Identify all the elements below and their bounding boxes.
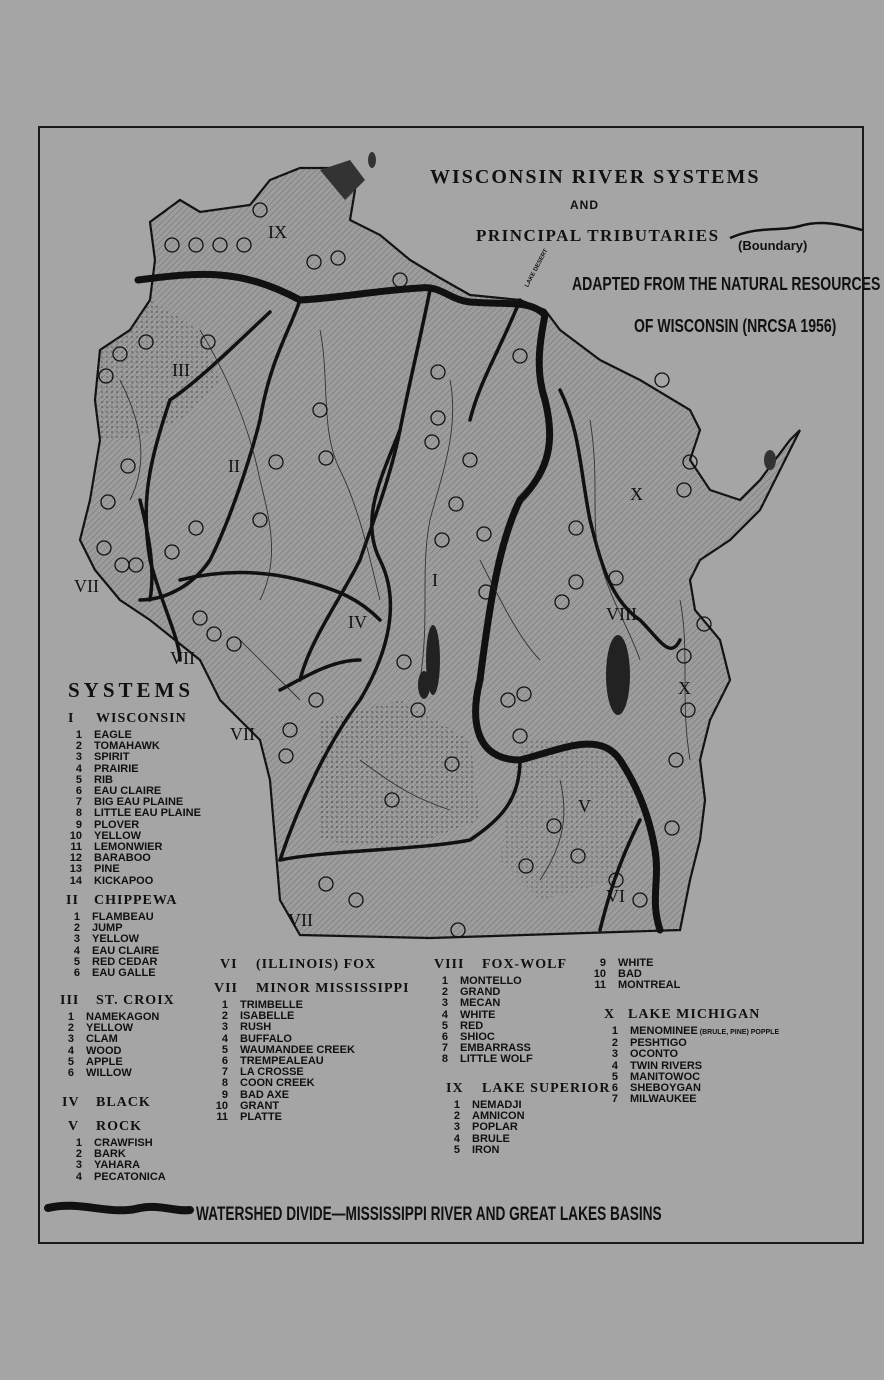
- tributary-item: 1 TRIMBELLE: [221, 999, 303, 1011]
- tributary-item: 5 RED: [441, 1019, 484, 1032]
- map-numeral-vii-c: VII: [230, 724, 255, 744]
- tributary-item: 5 APPLE: [67, 1055, 123, 1068]
- tributary-item: 4 PRAIRIE: [75, 762, 139, 775]
- tributary-item: 6 WILLOW: [67, 1067, 132, 1080]
- tributary-item: 8 COON CREEK: [221, 1077, 315, 1090]
- tributary-item: 4 WOOD: [67, 1044, 122, 1057]
- tributary-item: 5 IRON: [453, 1143, 500, 1156]
- tributary-item: 3 POPLAR: [453, 1121, 518, 1134]
- system-ix-lake-superior: IX LAKE SUPERIOR 1 NEMADJI 2 AMNICON 3 POPLAR 4 BRULE 5 IRON: [446, 1081, 611, 1156]
- tributary-item: 6 SHEBOYGAN: [611, 1082, 701, 1095]
- tributary-item: 6 EAU GALLE: [73, 967, 156, 980]
- boundary-legend-label: (Boundary): [738, 238, 808, 253]
- tributary-item: 2 TOMAHAWK: [75, 740, 160, 753]
- system-vii-minor-mississippi: VII MINOR MISSISSIPPI 1 TRIMBELLE 2 ISABELLE 3 RUSH 4 BUFFALO 5 WAUMANDEE CREEK 6 TREMPEALEAU 7 LA CROSSE 8 COON CREEK 9 BAD AXE 10 GRANT 11 PLATTE: [214, 981, 410, 1124]
- tributary-item: 10 YELLOW: [69, 829, 142, 842]
- tributary-item: 1 MONTELLO: [441, 975, 522, 987]
- system-viii-fox-wolf: VIII FOX-WOLF 1 MONTELLO 2 GRAND 3 MECAN 4 WHITE 5 RED 6 SHIOC 7 EMBARRASS 8 LITTLE WOLF: [434, 957, 567, 1066]
- watershed-divide-legend: WATERSHED DIVIDE—MISSISSIPPI RIVER AND GREAT LAKES BASINS: [196, 1204, 662, 1225]
- tributary-item: 1 EAGLE: [75, 729, 132, 741]
- tributary-item: 1 NAMEKAGON: [67, 1011, 160, 1023]
- map-numeral-x-a: X: [630, 484, 643, 504]
- map-numeral-vi: VI: [606, 886, 625, 906]
- tributary-item: 14 KICKAPOO: [69, 874, 154, 887]
- tributary-item: 8 LITTLE EAU PLAINE: [75, 807, 201, 820]
- tributary-item: 4 TWIN RIVERS: [611, 1059, 703, 1072]
- system-iv-black: IV BLACK: [62, 1095, 151, 1110]
- tributary-item: 3 SPIRIT: [75, 751, 130, 764]
- system-ii-chippewa: II CHIPPEWA 1 FLAMBEAU 2 JUMP 3 YELLOW 4 EAU CLAIRE 5 RED CEDAR 6 EAU GALLE: [66, 893, 178, 980]
- map-numeral-viii: VIII: [606, 604, 637, 624]
- tributary-item: 1 NEMADJI: [453, 1099, 522, 1111]
- tributary-item: 2 BARK: [75, 1148, 126, 1161]
- tributary-item: 6 TREMPEALEAU: [221, 1055, 324, 1068]
- tributary-item: 9 PLOVER: [75, 818, 140, 831]
- tributary-item: 4 WHITE: [441, 1008, 496, 1021]
- tributary-item: 3 YELLOW: [73, 933, 140, 946]
- tributary-item: 11 PLATTE: [216, 1111, 282, 1124]
- tributary-item: 7 LA CROSSE: [221, 1066, 304, 1079]
- lake-winnebago: [606, 635, 630, 715]
- tributary-item: 9 BAD AXE: [221, 1088, 290, 1101]
- map-numeral-x-b: X: [678, 678, 691, 698]
- tributary-item: 11 LEMONWIER: [70, 841, 163, 854]
- tributary-item: 2 AMNICON: [453, 1110, 525, 1123]
- map-subtitle: PRINCIPAL TRIBUTARIES: [476, 226, 720, 245]
- map-numeral-ix: IX: [268, 222, 287, 242]
- tributary-item: 5 MANITOWOC: [611, 1070, 701, 1083]
- tributary-item: 2 PESHTIGO: [611, 1037, 687, 1050]
- place-label-lake-desert: LAKE DESERT: [524, 248, 550, 289]
- tributary-item: 7 MILWAUKEE: [611, 1093, 697, 1106]
- systems-heading: SYSTEMS: [68, 678, 195, 702]
- tributary-item: 5 RED CEDAR: [73, 955, 158, 968]
- tributary-item: 2 GRAND: [441, 986, 501, 999]
- tributary-item: 12 BARABOO: [69, 852, 151, 865]
- tributary-item: 1 CRAWFISH: [75, 1137, 153, 1149]
- tributary-item: 4 BUFFALO: [221, 1032, 292, 1045]
- map-numeral-iv: IV: [348, 612, 367, 632]
- map-numeral-vii-b: VII: [170, 648, 195, 668]
- tributary-item: 1 MENOMINEE (BRULE, PINE) POPPLE: [611, 1025, 780, 1037]
- system-vi-illinois-fox: VI (ILLINOIS) FOX: [220, 957, 377, 972]
- tributary-item: 3 RUSH: [221, 1021, 272, 1034]
- source-note-line1: ADAPTED FROM THE NATURAL RESOURCES: [572, 274, 881, 294]
- system-i-wisconsin: I WISCONSIN 1 EAGLE 2 TOMAHAWK 3 SPIRIT 4 PRAIRIE 5 RIB 6 EAU CLAIRE 7 BIG EAU PLAINE 8 LITTLE EAU PLAINE 9 PLOVER 10 YELLOW 11 LEMONWIER 12 BARABOO 13 PINE 14 KICKAPOO: [68, 711, 201, 887]
- tributary-item: 3 YAHARA: [75, 1159, 141, 1172]
- tributary-item: 6 SHIOC: [441, 1031, 495, 1044]
- tributary-item: 1 FLAMBEAU: [73, 911, 154, 923]
- tributary-item: 3 CLAM: [67, 1033, 118, 1046]
- system-viii-fox-wolf-continued: [592, 958, 680, 992]
- tributary-item: 7 BIG EAU PLAINE: [75, 796, 184, 809]
- tributary-item: 7 EMBARRASS: [441, 1042, 531, 1055]
- map-numeral-iii: III: [172, 360, 190, 380]
- system-v-rock: V ROCK 1 CRAWFISH 2 BARK 3 YAHARA 4 PECATONICA: [68, 1119, 166, 1183]
- tributary-item: 11 MONTREAL: [594, 979, 681, 992]
- system-x-lake-michigan: X LAKE MICHIGAN 1 MENOMINEE (BRULE, PINE) POPPLE 2 PESHTIGO 3 OCONTO 4 TWIN RIVERS 5 MANITOWOC 6 SHEBOYGAN 7 MILWAUKEE: [604, 1007, 780, 1106]
- tributary-item: 4 PECATONICA: [75, 1170, 166, 1183]
- tributary-item: 10 GRANT: [215, 1099, 280, 1112]
- tributary-item: 5 WAUMANDEE CREEK: [221, 1043, 355, 1056]
- tributary-item: 4 EAU CLAIRE: [73, 944, 160, 957]
- tributary-item: 13 PINE: [69, 863, 120, 876]
- map-numeral-ii: II: [228, 456, 240, 476]
- map-numeral-v: V: [578, 796, 591, 816]
- map-numeral-vii-d: VII: [288, 910, 313, 930]
- tributary-item: 3 OCONTO: [611, 1048, 679, 1061]
- map-title-and: AND: [570, 198, 599, 212]
- tributary-item: 9 WHITE: [599, 957, 654, 969]
- map-title: WISCONSIN RIVER SYSTEMS: [430, 166, 761, 188]
- tributary-item: 10 BAD: [593, 968, 642, 981]
- tributary-item: 5 RIB: [75, 773, 113, 786]
- tributary-item: 8 LITTLE WOLF: [441, 1053, 533, 1066]
- source-note-line2: OF WISCONSIN (NRCSA 1956): [634, 316, 837, 336]
- map-numeral-vii-a: VII: [74, 576, 99, 596]
- tributary-item: 2 JUMP: [73, 922, 123, 935]
- tributary-item: 6 EAU CLAIRE: [75, 785, 162, 798]
- tributary-item: 2 ISABELLE: [221, 1010, 295, 1023]
- tributary-item: 3 MECAN: [441, 997, 501, 1010]
- system-iii-st-croix: III ST. CROIX 1 NAMEKAGON 2 YELLOW 3 CLAM 4 WOOD 5 APPLE 6 WILLOW: [60, 993, 175, 1080]
- map-numeral-i: I: [432, 570, 438, 590]
- tributary-item: 4 BRULE: [453, 1132, 510, 1145]
- tributary-item: 2 YELLOW: [67, 1022, 134, 1035]
